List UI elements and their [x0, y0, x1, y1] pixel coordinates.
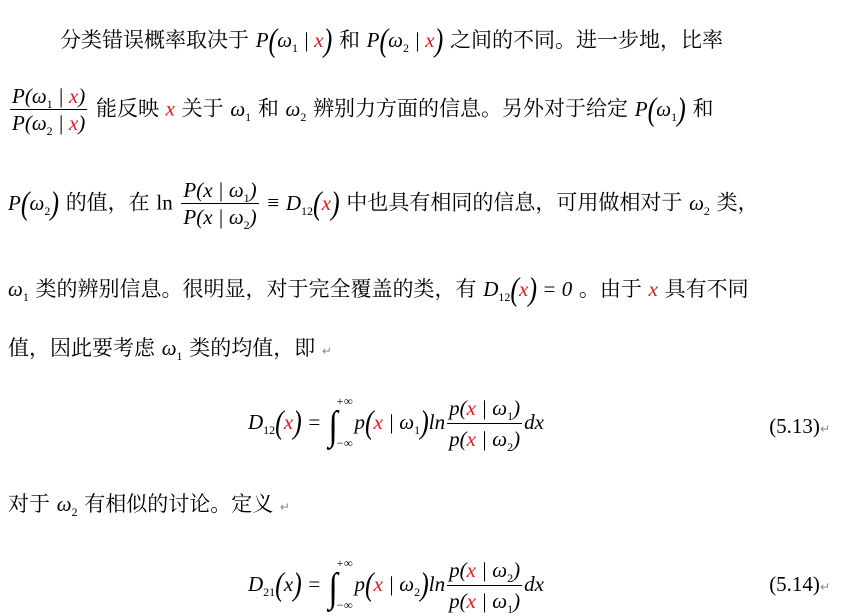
text-segment: 类的均值，即 [189, 336, 316, 360]
text-line-4 [8, 271, 749, 308]
text-segment: 辨别力方面的信息。另外对于给定 [313, 96, 629, 121]
ln-symbol: ln [156, 190, 173, 215]
formula-d12-x: $D_{12}(x)$ [285, 184, 340, 221]
text-segment: 和 [338, 28, 360, 52]
formula-p-omega1-x: $P(\omega_1$ | x) [255, 22, 333, 59]
text-segment: 能反映 [95, 96, 159, 121]
formula-p-omega1: $P(\omega_1)$ [634, 90, 686, 127]
text-segment: 对于 [8, 492, 50, 516]
text-line-2 [8, 84, 714, 138]
paragraph-mark: ↵ [279, 500, 290, 514]
text-line-3 [8, 178, 759, 232]
equation-number-5-13: (5.13)↵ [769, 414, 830, 438]
formula-p-omega2-x: $P(\omega_2$ | x) [366, 22, 444, 59]
formula-d12-zero: $D_{12}(x) = 0$ [483, 271, 573, 308]
symbol-omega2: $\omega_2$ [689, 190, 710, 218]
text-segment: 具有不同 [664, 277, 749, 301]
symbol-omega2: $\omega_2$ [285, 96, 307, 124]
symbol-x: x [648, 277, 658, 301]
paragraph-mark: ↵ [321, 344, 332, 358]
equation-number-5-14: (5.14)↵ [769, 572, 830, 596]
text-line-6 [8, 492, 290, 519]
equation-5-14: $D_{21}(x)$ = ∫ +∞ −∞ p(x | $\omega_2)\ln$ $\frac{p(x | \omega_2)}{p(x | \omega_1)}$ dx [248, 556, 544, 616]
log-ratio-fraction: $\frac{P(x | \omega_1)}{P(x | \omega_2)}$ [183, 178, 257, 232]
text-segment: 类的辨别信息。很明显，对于完全覆盖的类，有 [35, 277, 477, 301]
text-segment: 中也具有相同的信息，可用做相对于 [346, 190, 683, 215]
formula-p-omega2: $P(\omega_2)$ [8, 184, 59, 221]
symbol-omega1: $\omega_1$ [230, 96, 252, 124]
text-line-1 [60, 22, 723, 59]
equiv-symbol: ≡ [267, 190, 280, 215]
text-line-5 [8, 336, 332, 363]
text-segment: 和 [692, 96, 714, 121]
text-segment: 类， [716, 190, 759, 215]
symbol-omega1: $\omega_1$ [8, 277, 29, 304]
text-segment: 分类错误概率取决于 [60, 28, 249, 52]
text-segment: 关于 [181, 96, 224, 121]
text-segment: 有相似的讨论。定义 [84, 492, 274, 516]
text-segment: 之间的不同。进一步地，比率 [449, 28, 723, 52]
ratio-fraction: $\frac{P(\omega_1 | x)}{P(\omega_2 | x)}$ [12, 84, 86, 138]
equation-5-13: $D_{12}(x)$ = ∫ +∞ −∞ p(x | $\omega_1)\ln$ $\frac{p(x | \omega_1)}{p(x | \omega_2)}$ dx [248, 394, 544, 454]
text-segment: 。由于 [578, 277, 642, 301]
text-segment: 和 [257, 96, 279, 121]
text-segment: 的值，在 [65, 190, 150, 215]
text-segment: 值，因此要考虑 [8, 336, 155, 360]
symbol-omega1: $\omega_1$ [161, 336, 183, 363]
symbol-x: x [165, 96, 175, 121]
symbol-omega2: $\omega_2$ [56, 492, 78, 519]
